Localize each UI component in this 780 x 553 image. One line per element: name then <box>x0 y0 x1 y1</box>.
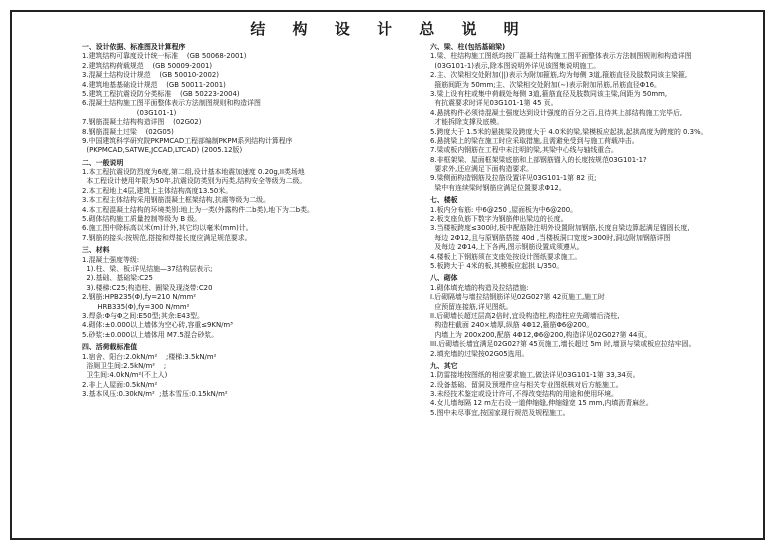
spec-line: III.后砌墙长墙宜满足02G02?第 45页施工,墙长超过 5m 时,墙顶与梁或板应拉结牢固。 <box>430 340 696 349</box>
spec-line: 4.女儿墙每隔 12 m左右设一道伸缩缝,伸缩缝宽 15 mm,内填沥青麻丝。 <box>430 399 653 408</box>
spec-line: 2.板支座负筋下数字为钢筋伸出梁边的长度。 <box>430 215 568 224</box>
spec-line: 2.主、次梁相交处附加(||)表示为附加箍筋,均为每侧 3道,箍筋直径及肢数同该主梁箍, <box>430 71 688 80</box>
spec-line: 本工程设计使用年限为50年,抗震设防类别为丙类,结构安全等级为二级。 <box>82 177 307 186</box>
spec-line: 卫生间:4.0kN/m²(不上人) <box>82 371 168 380</box>
spec-line: 1.梁、柱结构施工图纸均按厂混凝土结构施工图平面整体表示方法制图规则和构造详图 <box>430 52 692 61</box>
spec-line: 1.砌体填充墙的构造及拉结措施: <box>430 283 529 292</box>
section-heading: 七、楼板 <box>430 196 458 205</box>
spec-line: (03G101-1) <box>82 108 177 117</box>
spec-line: 浴厕卫生间:2.5kN/m² ; <box>82 361 167 370</box>
spec-line: 构造柱截面 240×墙厚,纵筋 4Φ12,箍筋Φ6@200。 <box>430 321 594 330</box>
spec-line: 3.混凝土结构设计规范 (GB 50010-2002) <box>82 71 219 80</box>
spec-line: 3.未经技术鉴定或设计许可,不得改变结构的用途和使用环境。 <box>430 390 618 399</box>
spec-line: 2.建筑结构荷载规范 (GB 50009-2001) <box>82 61 213 70</box>
spec-line: 每边 2Φ12,且与原钢筋搭接 40d ,当楼板洞口宽度>300时,洞边附加钢筋详图 <box>430 233 671 242</box>
spec-line: 1.板内分布筋: 中6@250 ,屋面板为中6@200。 <box>430 205 578 214</box>
spec-line: 2.填充墙的过梁按02G05选用。 <box>430 349 529 358</box>
spec-line: 1.建筑结构可靠度设计统一标准 (GB 50068-2001) <box>82 52 247 61</box>
spec-line: 7.钢筋的接头:按规范,搭接和焊接长度应满足规范要求。 <box>82 233 252 242</box>
spec-line: 6.悬挑梁上的梁在施工时应采取措施,且需避免受到与施工荷载冲击。 <box>430 136 639 145</box>
spec-line: 2.设备基础、留洞及预埋件应与相关专业图纸核对后方能施工。 <box>430 380 623 389</box>
spec-line: 4.楼板上下钢筋须在支座处按设计图纸要求施工。 <box>430 252 582 261</box>
spec-line: 4.建筑地基基础设计规范 (GB 50011-2001) <box>82 80 226 89</box>
section-heading: 二、一般说明 <box>82 158 124 167</box>
spec-line: 4.砌体:±0.000以上墙体为空心砖,容重≤9KN/m³ <box>82 321 233 330</box>
spec-line: (03G101-1)表示,除本图说明外详见该图集说明施工。 <box>430 61 601 70</box>
spec-line: 3.当楼板跨度≤300时,板中配筋除注明外设置附加钢筋,长度自梁边算起满足锚固长度, <box>430 224 690 233</box>
spec-line: (PKPMCAD,SATWE,JCCAD,LTCAD) (2005.12版) <box>82 146 243 155</box>
spec-line: 有抗震要求时详见03G101-1第 45 页。 <box>430 99 558 108</box>
spec-line: 1.混凝土强度等级: <box>82 255 140 264</box>
section-heading: 八、砌体 <box>430 274 458 283</box>
spec-line: 5.建筑工程抗震设防分类标准 (GB 50223-2004) <box>82 89 240 98</box>
section-heading: 六、梁、柱(包括基础梁) <box>430 43 506 51</box>
section-heading: 一、设计依据、标准图及计算程序 <box>82 43 186 51</box>
spec-line: 3.梁上设有柱或集中荷载处每侧 3道,箍筋直径及肢数同该主梁,间距为 50mm, <box>430 89 668 98</box>
spec-line: 及每边 2Φ14,上下各两,图示钢筋设置成须遵从。 <box>430 243 584 252</box>
spec-line: HRB335(Φ),fy=300 N/mm² <box>82 302 190 311</box>
right-column <box>430 40 760 418</box>
spec-line: 9.梁侧面构造钢筋及拉筋设置详见03G101-1第 82 页; <box>430 174 597 183</box>
spec-line: 9.中国建筑科学研究院PKPMCAD工程部编制PKPM系列结构计算程序 <box>82 136 293 145</box>
spec-line: 3).楼梯:C25;构造柱、圈梁及现浇带:C20 <box>82 283 213 292</box>
spec-line: 2.非上人屋面:0.5kN/m² <box>82 380 158 389</box>
spec-line: 3.基本风压:0.30kN/m² ;基本雪压:0.15kN/m² <box>82 390 228 399</box>
section-heading: 三、材料 <box>82 246 110 255</box>
spec-line: 1.本工程抗震设防烈度为6度,第二组,设计基本地震加速度 0.20g,II类场地 <box>82 168 305 177</box>
spec-line: 5.跨度大于 1.5米的悬挑梁及跨度大于 4.0米的梁,梁模板应起拱,起拱高度为跨度的 0.3%。 <box>430 127 708 136</box>
spec-line: 4.本工程混凝土结构的环境类别:地上为一类(外露构件二b类),地下为二b类。 <box>82 205 314 214</box>
spec-line: 1.宿舍、阳台:2.0kN/m² ;楼梯:3.5kN/m² <box>82 352 217 361</box>
spec-line: 8.钢筋混凝土过梁 (02G05) <box>82 127 174 136</box>
spec-line: II.后砌墙长超过层高2倍时,宜设构造柱,构造柱应先砌墙后浇柱, <box>430 311 620 320</box>
section-heading: 四、活荷载标准值 <box>82 343 138 352</box>
spec-line: 3.本工程主体结构采用钢筋混凝土框架结构,抗震等级为二级。 <box>82 196 270 205</box>
spec-line: I.后砌隔墙与墙拉结钢筋详见02G02?第 42页施工,施工时 <box>430 293 605 302</box>
spec-line: 5.板跨大于 4米的板,其模板应起拱 L/350。 <box>430 261 564 270</box>
spec-line: 6.施工图中除标高以米(m)计外,其它均以毫米(mm)计。 <box>82 224 253 233</box>
spec-line: 4.悬挑构件必须待混凝土强度达到设计强度的百分之百,且待其上部结构施工完毕后, <box>430 108 683 117</box>
spec-line: 5.砂浆:±0.000以上墙体用 M7.5混合砂浆。 <box>82 330 219 339</box>
spec-line: 1.防雷接地按图纸的相应要求施工,做法详见03G101-1第 33,34页。 <box>430 371 640 380</box>
spec-line: 7.钢筋混凝土结构构造详图 (02G02) <box>82 118 202 127</box>
spec-line: 应预留连接筋,详见图纸。 <box>430 302 513 311</box>
spec-line: 2.钢筋:HPB235(Φ),fy=210 N/mm² <box>82 293 197 302</box>
spec-line: 才能拆除支撑及底模。 <box>430 118 504 127</box>
spec-line: 7.梁或板内钢筋在工程中未注明的梁,其梁中心线与轴线重合。 <box>430 146 618 155</box>
spec-line: 8.非框架梁、屋面框架梁底筋和上部钢筋锚入的长度按规范03G101-1? <box>430 155 647 164</box>
document-title: 结 构 设 计 总 说 明 <box>250 20 530 38</box>
spec-line: 梁中有连续梁时钢筋应满足位置要求Φ12。 <box>430 183 566 192</box>
spec-line: 5.砌体结构施工质量控制等级为 B 级。 <box>82 215 202 224</box>
spec-line: 5.图中未尽事宜,按国家现行规范及规程施工。 <box>430 408 570 417</box>
spec-line: 6.混凝土结构施工图平面整体表示方法制图规则和构造详图 <box>82 99 261 108</box>
spec-line: 2.本工程地上4层,建筑上主体结构高度13.50米。 <box>82 186 233 195</box>
spec-line: 2).基础、基础梁:C25 <box>82 274 153 283</box>
section-heading: 九、其它 <box>430 361 458 370</box>
spec-line: 内墙上为 200x200,配筋 4Φ12,Φ6@200,构造详见02G02?第 44页。 <box>430 330 652 339</box>
left-column <box>82 40 412 399</box>
spec-line: 3.焊条:Φ与Φ之间:E50型;其余:E43型。 <box>82 311 204 320</box>
spec-line: 要求外,还应满足下面构造要求。 <box>430 165 534 174</box>
spec-line: 1).柱、梁、板:详见结施—37结构层表示; <box>82 264 213 273</box>
spec-line: 箍筋间距为 50mm;主、次梁相交处附加(∼)表示附加吊筋,吊筋直径Φ16。 <box>430 80 661 89</box>
